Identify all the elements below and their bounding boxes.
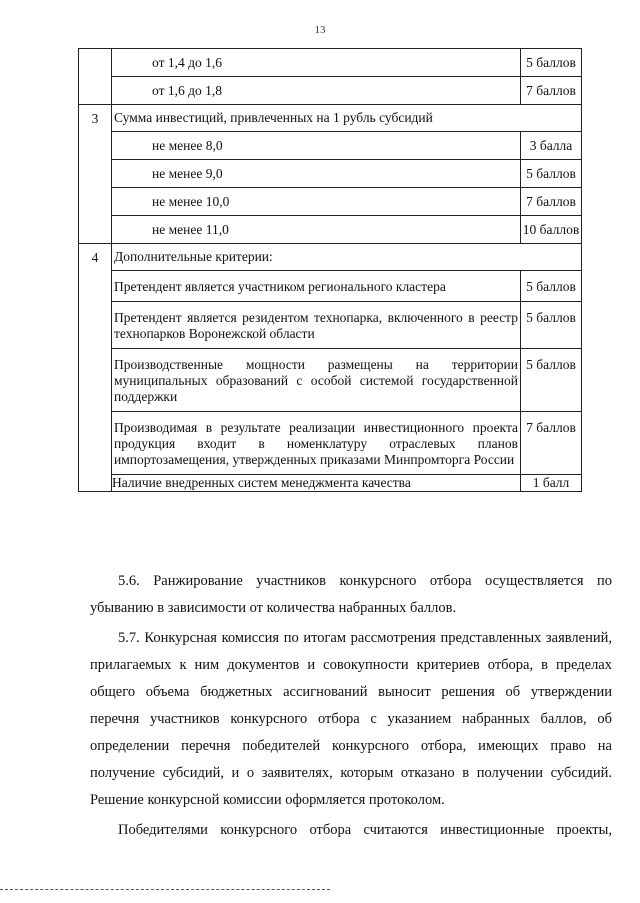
table-row	[79, 216, 582, 244]
criterion-points: 7 баллов	[521, 412, 582, 475]
criterion-points: 10 баллов	[521, 216, 582, 244]
paragraph-winners: Победителями конкурсного отбора считаются инвестиционные проекты,	[118, 822, 612, 838]
table-row	[79, 49, 582, 77]
paragraph-5-6: 5.6. Ранжирование участников конкурсного отбора осуществляется по убыванию в зависимости от количества набранных баллов.	[90, 573, 612, 616]
page-number: 13	[314, 24, 326, 36]
criterion-label: не менее 8,0	[112, 132, 521, 160]
criterion-label: не менее 10,0	[112, 188, 521, 216]
table-row	[79, 160, 582, 188]
section-header-row	[79, 244, 582, 271]
table-row	[79, 271, 582, 302]
criterion-points: 5 баллов	[521, 160, 582, 188]
table-row	[79, 412, 582, 475]
criterion-points: 5 баллов	[521, 302, 582, 349]
table-row	[79, 132, 582, 160]
criterion-label: от 1,4 до 1,6	[112, 49, 521, 77]
table-row	[79, 349, 582, 412]
criterion-label: Претендент является резидентом технопарка, включенного в реестр технопарков Воронежской области	[112, 302, 521, 349]
section-title: Сумма инвестиций, привлеченных на 1 рубль субсидий	[112, 105, 582, 132]
criterion-label: Наличие внедренных систем менеджмента качества	[112, 475, 521, 492]
table-row	[79, 188, 582, 216]
criteria-table	[78, 48, 582, 492]
criterion-points: 5 баллов	[521, 271, 582, 302]
table-row	[79, 475, 582, 492]
criterion-points: 3 балла	[521, 132, 582, 160]
criterion-label: от 1,6 до 1,8	[112, 77, 521, 105]
criterion-points: 1 балл	[521, 475, 582, 492]
criterion-label: не менее 9,0	[112, 160, 521, 188]
criterion-label: Претендент является участником регионального кластера	[112, 271, 521, 302]
section-header-row	[79, 105, 582, 132]
criterion-label: не менее 11,0	[112, 216, 521, 244]
empty-number-cell	[79, 49, 112, 105]
criterion-points: 5 баллов	[521, 49, 582, 77]
table-row	[79, 302, 582, 349]
criterion-points: 7 баллов	[521, 77, 582, 105]
criterion-label: Производственные мощности размещены на территории муниципальных образований с особой системой государственной поддержки	[112, 349, 521, 412]
body-text	[90, 568, 612, 847]
table-row	[79, 77, 582, 105]
criterion-points: 5 баллов	[521, 349, 582, 412]
footer-divider	[0, 889, 330, 890]
criterion-label: Производимая в результате реализации инвестиционного проекта продукция входит в номенклатуру отраслевых планов импортозамещения, утвержденных приказами Минпромторга России	[112, 412, 521, 475]
criterion-points: 7 баллов	[521, 188, 582, 216]
section-number: 4	[79, 244, 112, 492]
section-title: Дополнительные критерии:	[112, 244, 582, 271]
section-number: 3	[79, 105, 112, 244]
paragraph-5-7: 5.7. Конкурсная комиссия по итогам рассмотрения представленных заявлений, прилагаемых к ним документов и совокупности критериев отбора, в пределах общего объема бюджетных ассигнований выносит решения об утверждении перечня участников конкурсного отбора с указанием набранных баллов, об определении перечня победителей конкурсного отбора, имеющих право на получение субсидий, и о заявителях, которым отказано в получении субсидий. Решение конкурсной комиссии оформляется протоколом.	[90, 630, 612, 808]
